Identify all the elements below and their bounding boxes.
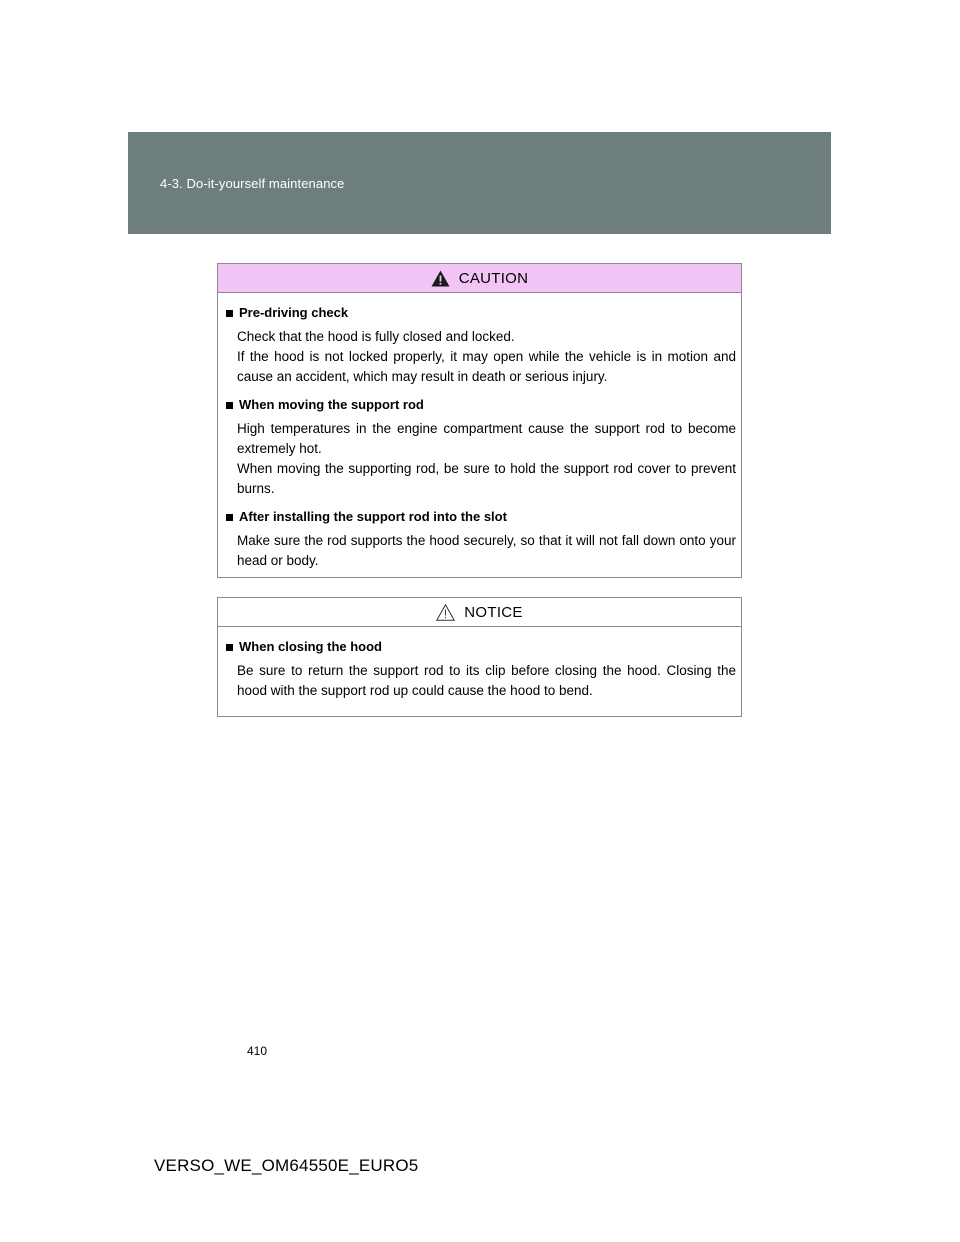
caution-section-support-rod — [224, 395, 736, 499]
paragraph-line: When moving the supporting rod, be sure to hold the support rod cover to prevent burns. — [237, 461, 736, 496]
paragraph-line: High temperatures in the engine compartment cause the support rod to become extremely hot. — [237, 421, 736, 456]
bullet-square-icon — [226, 514, 233, 521]
notice-header — [218, 598, 741, 627]
notice-section-closing-hood — [224, 637, 736, 701]
paragraph-line: Make sure the rod supports the hood securely, so that it will not fall down onto your head or body. — [237, 533, 736, 568]
bullet-square-icon — [226, 310, 233, 317]
notice-title: NOTICE — [464, 603, 523, 621]
paragraph-line: Check that the hood is fully closed and locked. — [237, 329, 515, 344]
section-breadcrumb: 4-3. Do-it-yourself maintenance — [160, 176, 345, 191]
header-band — [128, 132, 831, 234]
footer-document-code: VERSO_WE_OM64550E_EURO5 — [154, 1156, 419, 1175]
bullet-square-icon — [226, 402, 233, 409]
paragraph-line: If the hood is not locked properly, it may open while the vehicle is in motion and cause an accident, which may result in death or serious injury. — [237, 349, 736, 384]
notice-box — [217, 597, 742, 717]
bullet-square-icon — [226, 644, 233, 651]
section-heading: When closing the hood — [239, 639, 382, 654]
page-number: 410 — [247, 1044, 268, 1058]
caution-title: CAUTION — [458, 269, 529, 287]
caution-section-pre-driving — [224, 303, 736, 387]
caution-section-slot — [224, 507, 736, 571]
warning-outline-icon — [436, 604, 455, 621]
paragraph-line: Be sure to return the support rod to its clip before closing the hood. Closing the hood with the support rod up could cause the hood to bend. — [237, 663, 736, 698]
section-heading: Pre-driving check — [239, 305, 349, 320]
caution-body — [218, 293, 741, 571]
section-heading: When moving the support rod — [239, 397, 424, 412]
section-heading: After installing the support rod into the slot — [239, 509, 507, 524]
warning-filled-icon — [431, 270, 450, 287]
caution-box — [217, 263, 742, 578]
caution-header — [218, 264, 741, 293]
notice-body — [218, 627, 741, 701]
